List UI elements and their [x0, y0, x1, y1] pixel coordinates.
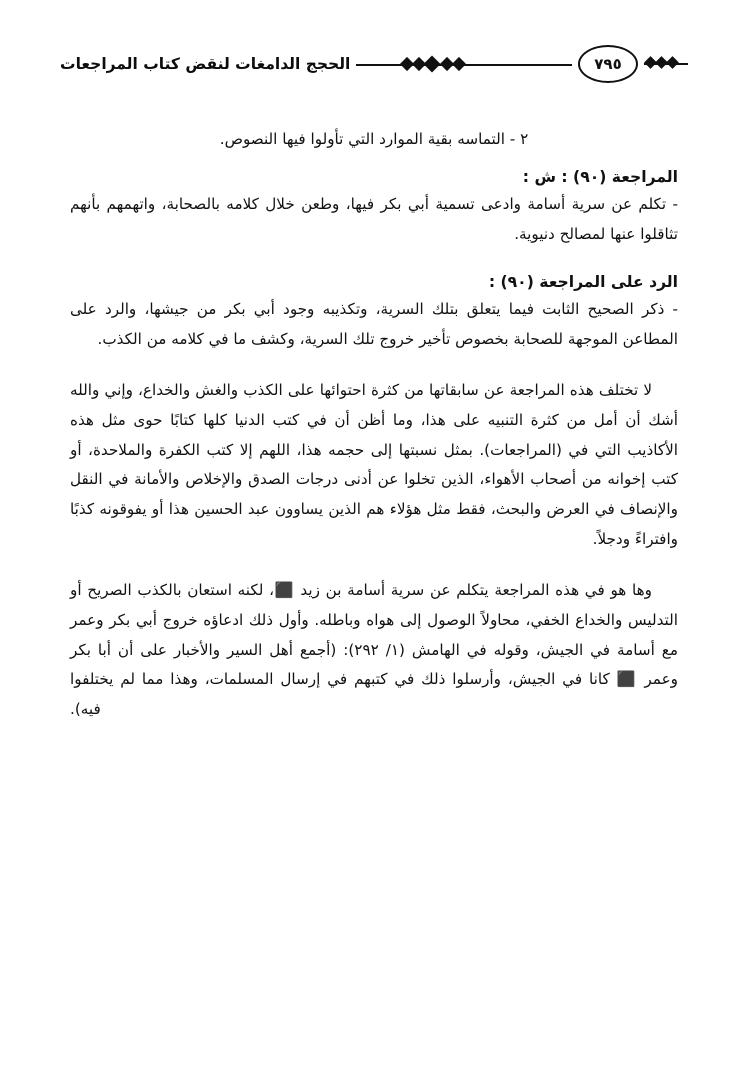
- intro-heading-line: ٢ - التماسه بقية الموارد التي تأولوا فيها النصوص.: [219, 130, 529, 148]
- paragraph-usama-claim: وها هو في هذه المراجعة يتكلم عن سرية أسامة بن زيد ⬛، لكنه استعان بالكذب الصريح أو التدليس والخداع الخفي، محاولاً الوصول إلى هواه وباطله. وأول ذلك ادعاؤه خروج أبي بكر وعمر مع أسامة في الجيش، وقوله في الهامش (١/ ٢٩٢): (أجمع أهل السير والأخبار على أن أبا بكر وعمر ⬛ كانا في الجيش، وأرسلوا ذلك في كتبهم في إرسال المسلمات، وهذا مما لم يختلفوا فيه).: [70, 581, 678, 718]
- diamond-ornament-icon: [402, 56, 488, 72]
- paragraph-critique: لا تختلف هذه المراجعة عن سابقاتها من كثرة احتوائها على الكذب والغش والخداع، وإني والله أشك أن أمل من كثرة التنبيه على هذا، وما أظن أن في كتب الدنيا كلها كتابًا حوى مثل هذه الأكاذيب التي في (المراجعات). بمثل نسبتها إلى حجمه هذا، اللهم إلا كتب الكفرة والملاحدة، أو كتب إخوانه من أصحاب الأهواء، الذين تخلوا عن أدنى درجات الصدق والإخلاص والأمانة في النقل والإنصاف في العرض والبحث، فقط مثل هؤلاء هم الذين يساوون عبد الحسين هذا أو يفوقونه كذبًا وافتراءً ودجلاً.: [70, 381, 678, 548]
- header-endcap-ornament-icon: [644, 55, 688, 73]
- book-title: الحجج الدامغات لنقض كتاب المراجعات: [60, 55, 351, 73]
- header-ornament-rule: [356, 55, 572, 73]
- paragraph-muraja-90: - تكلم عن سرية أسامة وادعى تسمية أبي بكر فيها، وطعن خلال كلامه بالصحابة، واتهمهم بأنهم تثاقلوا عنها لمصالح دنيوية.: [70, 194, 678, 243]
- paragraph-radd-intro: - ذكر الصحيح الثابت فيما يتعلق بتلك السرية، وتكذيبه وجود أبي بكر من جيشها، والرد على المطاعن الموجهة للصحابة بخصوص تأخير خروج تلك السرية، وكشف ما في كلامه من الكذب.: [70, 300, 678, 348]
- page-number-badge: ٧٩٥: [578, 45, 638, 83]
- page-content: [70, 125, 678, 1017]
- page-header: [60, 44, 688, 84]
- section-label-muraja-90: المراجعة (٩٠) : ش :: [522, 167, 678, 186]
- section-label-radd-90: الرد على المراجعة (٩٠) :: [488, 273, 678, 292]
